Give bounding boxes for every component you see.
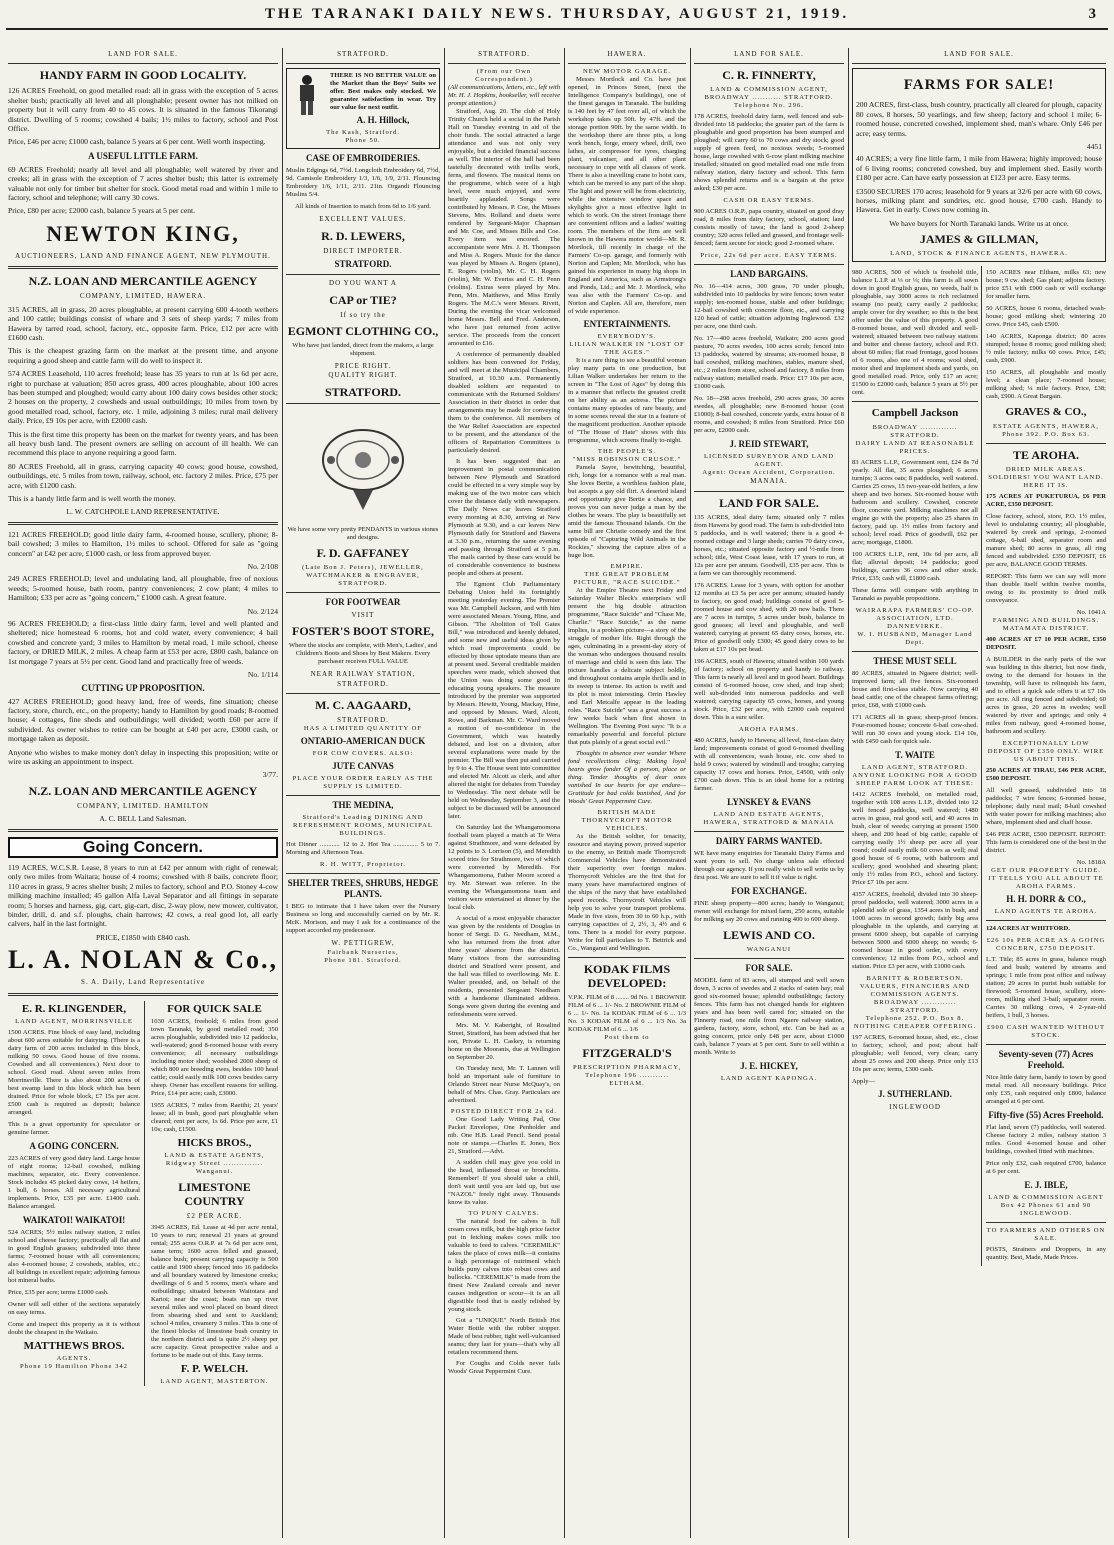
listing: 196 ACRES, south of Hawera; situated within 100 yards of factory; school on property and handy to railway. This farm is nearly all level and in good heart. Buildings consist of 6-roomed house, cow shed, and trap shed; well sub-divided into numerous paddocks and well watered; carrying capacity 65 cows, horses, and young stock. Price, £32 per acre, with £2000 cash required down. This is a sure seller.	[694, 657, 844, 721]
agent-phone: Phone 50.	[345, 137, 381, 145]
ad-title: A GOING CONCERN.	[29, 1140, 119, 1151]
news-paragraph: A conference of permanently disabled soldiers has been convened for Friday, and will meet at the Municipal Chambers, Stratford, at 10.30 a.m. Permanently disabled soldiers are requested to communicate with the Returned Soldiers' Association in their district in order that arrangements may be made for conveying them to the conference. All members of the War Relief Association are expected to be present, and the attendance of the officers of Repatriation Committees is particularly desired.	[448, 351, 560, 455]
ad-title: TO FARMERS AND OTHERS ON SALE.	[986, 1227, 1106, 1243]
news-paragraph: On Tuesday next, Mr. T. Lannen will hold an important sale of furniture in Orlando Street near Nurse McQuay's, on behalf of Mrs. Chas. Gray. Particulars are advertised.	[448, 1065, 560, 1105]
listing: 171 ACRES all in grass; sheep-proof fences. Four-roomed house; concrete 6-bail cow-shed. Will run 30 cows and young stock. £14 10s, with £450 cash for quick sale.	[852, 714, 978, 746]
ad-title: FOR QUICK SALE	[167, 1002, 262, 1015]
news-paragraph: Got a "UNIQUE" North British Hot Water Bottle with the rubber stopper. Made of best rubber, tight well-vulcanised seams; they last for years—that's why all retailers recommend them.	[448, 1317, 560, 1357]
agent-name: LEWIS AND CO.	[723, 927, 815, 942]
agent-name: Campbell Jackson	[871, 407, 959, 420]
column-land-sale-2	[694, 48, 844, 1538]
listing-title: 400 ACRES AT £7 10 PER ACRE, £350 DEPOSIT.	[986, 636, 1106, 652]
listing-note: We have buyers for North Taranaki lands. Write us at once.	[889, 218, 1069, 228]
agent-address: BROADWAY ........... STRATFORD.	[704, 94, 834, 102]
agent-subtitle: Stratford's Leading DINING AND REFRESHMENT ROOMS, MUNICIPAL BUILDINGS.	[293, 814, 433, 838]
ad-text: DO YOU WANT A	[329, 279, 397, 288]
listing: 524 ACRES; 5½ miles railway station, 2 miles school and cheese factory; practically all flat and in good English grasses; subdivided into three farms; 7-roomed house with all conveniences; also 4-roomed house; 2 cowsheds, stables, etc.; all buildings in excellent repair; adjoining famous hot mineral baths.	[8, 1228, 140, 1284]
agent-subtitle: AUCTIONEERS, LAND AND FINANCE AGENT, NEW PLYMOUTH.	[15, 251, 271, 260]
ad-text: VISIT	[351, 610, 375, 619]
column-stratford-news	[448, 48, 560, 1538]
listing-price: Price, £46 per acre; £1000 cash, balance 5 years at 6 per cent. Well worth inspecting.	[8, 137, 266, 147]
agent-name: LYNSKEY & EVANS	[727, 796, 811, 807]
agent-phone: Telephone No. 296.	[734, 102, 804, 110]
news-paragraph: It is a rare thing to see a beautiful woman play many parts in one production, but Lilian Walker undertakes her return to the screen in "The Lost of Ages" by doing this in a manner that reflects the greatest credit on her ability as an actress. The picture contains many episodes of rare beauty, and in some scenes reveal the star in a feature of the magnificent production. Another episode of "The House of Hate" shows with this programme, which screens finally to-night.	[568, 357, 686, 445]
agency-title: N.Z. LOAN AND MERCANTILE AGENCY	[28, 274, 258, 289]
representative: A. C. BELL Land Salesman.	[99, 814, 187, 824]
right-subcolumn	[986, 266, 1106, 1266]
listing: 427 ACRES FREEHOLD; good heavy land, free of weeds, fine situation; cheese factory, store, church, etc., on the property; handy to Hamilton by good roads; 8-roomed house; 4 cottages, fine sheds and outbuildings; well divided; worth £60 per acre if subdivided. As owner wishes to retire can be bought at £40 per acre, £3000 cash, or mortgage taken as deposit.	[8, 696, 278, 744]
listing: 176 ACRES. Lease for 3 years, with option for another 12 months at £3 5s per acre per annum; situated handy to factory, on good road; buildings consist of good 5-roomed house and cow shed, with 20 new bails. There are 7 acres in turnips, 5 acres under bush, balance in good grasses; all level and ploughable, and well watered; carrying at present 65 dairy cows, horses, etc. Price of goodwill only £300; 45 good dairy cows to be taken at £17 10s per head.	[694, 581, 844, 653]
listing: 135 ACRES, ideal dairy farm; situated only 7 miles from Hawera by good road. The farm is sub-divided into 5 paddocks, and is well watered; there is a good 4-roomed cottage and 3 large sheds; carries 70 dairy cows, horses, etc.; situated opposite factory and ½-mile from school; title, West Coast lease, with 17 years to run, at 12s per acre per annum. Goodwill, £35 per acre. This is a farm we can thoroughly recommend.	[694, 513, 844, 577]
agent-phone: Box 42 Phones 61 and 90 INGLEWOOD.	[1000, 1202, 1092, 1218]
agent-subtitle: S. A. Daily, Land Representative	[81, 978, 205, 987]
page-number: 3	[1088, 6, 1096, 22]
ad-title: DAIRY LAND AT REASONABLE PRICES.	[855, 440, 975, 456]
agent-name: W. PETTIGREW,	[331, 939, 395, 948]
agent-subtitle: LAND AGENT, MORRINSVILLE	[15, 1017, 133, 1025]
listing: £3500 SECURES 170 acres; leasehold for 9 years at 32/6 per acre with 60 cows, horses, milking plant and sundries, etc. good house, £700 cash. Handy to Hawera. Get in early. Cows now coming in.	[856, 186, 1102, 215]
listing: 223 ACRES of very good dairy land. Large house of eight rooms; 12-bail cowshed, milking machines, separator, etc. Every convenience. Stock includes 45 picked dairy cows, 14 heifers, 1 bull, 6 horses. All necessary agricultural implements. Price, £35 per acre. £1400 cash. Balance arranged.	[8, 1154, 140, 1210]
agent-name: H. H. DORR & CO.,	[1006, 894, 1086, 905]
ad-text: Who have just landed, direct from the makers, a large shipment.	[292, 342, 434, 358]
agent-phone: Phone 181. Stratford.	[324, 956, 402, 964]
news-title: THE PEOPLE'S.	[597, 448, 657, 456]
agent-subtitle: LAND, STOCK & FINANCE AGENTS, HAWERA.	[890, 250, 1068, 258]
ad-title: LAND BARGAINS.	[730, 269, 808, 280]
agent-name: M. C. AAGAARD,	[315, 698, 411, 713]
news-title: "MISS ROBINSON CRUSOE."	[572, 456, 682, 464]
agent-name: BARNITT & ROBERTSON.	[866, 975, 964, 983]
ad-title: CAP or TIE?	[329, 292, 397, 307]
agent-name: HICKS BROS.,	[177, 1136, 252, 1149]
agent-name: R. D. LEWERS,	[321, 228, 405, 243]
agency-subtitle: COMPANY, LIMITED. HAMILTON	[77, 801, 209, 810]
agent-subtitle: Agent: Ocean Accident, Corporation.	[702, 469, 836, 477]
ad-text: THERE IS NO BETTER VALUE on the Market than the Boys' Suits we offer. Best makes only stocked. We guarantee satisfaction in wear. Try our value for next outfit.	[330, 72, 436, 112]
listing-number: No. 2/124	[247, 606, 278, 616]
listing: 121 ACRES FREEHOLD; good little dairy farm, 4-roomed house, scullery, phone; 8-bail cowshed; 3 miles to Hamilton, 1½ miles to school. Offered for sale as "going concern" at £42 per acre, £1000 cash, or less from approved buyer.	[8, 529, 278, 558]
agent-name: T. WAITE	[895, 750, 935, 761]
news-paragraph: As the British soldier, for tenacity, resource and staying power, proved superior to the enemy, so British made Thornycroft Commercial Vehicles have demonstrated their superiority over foreign makes. Thornycroft Vehicles are the first that for many years have manufactured engines of the ships of the navy that have established speed records. Thornycroft Vehicles will help you to solve your transport problems. Made in five sizes, from 30 to 60 h.p., with carrying capacities of 2, 2½, 3, 4½ and 6 tons. There is a model for every purpose. Write for full particulars to T. Bettrick and Co., Wanganui and Wellington.	[568, 833, 686, 953]
ad-text: EXCELLENT VALUES.	[319, 215, 407, 224]
news-paragraph: Stratford, Aug. 20. The club of Holy Trinity Church held a social in the Parish Hall on Tuesday evening in aid of the choir funds. The social attracted a large attendance and was not only very enjoyable, but a decided financial success as well. The interior of the hall had been tastefully decorated with trellis work, ferns, and flowers. The musical items on the programme, which were of a high level, were much enjoyed, and were heartily applauded. Songs were contributed by Messrs. P. Coe, the Misses Stevens, Mrs. Rolland and duets were rendered by Sergeant-Major Chapman and Mr. Coe, and Misses Bills and Coe. Every item was encored. The accompaniste were Mrs. J. H. Thompson and Miss A. Rogers. Music for the dance was played by Misses A. Rogers (piano), E. Rogers (violin), Mr. C. H. Rogers (violin), Mr. W. Everiss and C. H. Penn (violins). Extras were played by Mrs. Penn, Mrs. Matthews, and Miss Emily Rogers. The M.C.'s were Messrs. Rivett, During the evening the vicar welcomed home Messrs. Bell and Fred. Anderson, who have just returned from active service. The proceeds from the concert amounted to £16.	[448, 108, 560, 348]
listing: 69 ACRES Freehold; nearly all level and all ploughable; well watered by river and creeks; all in grass with the exception of 7 acres shelter bush; this latter is extremely valuable not only for timber but shelter for stock. Good metal road and within 1 mile to factory, school and telephone; will carry 30 cows.	[8, 164, 278, 203]
news-paragraph: Pamela Sayre, bewitching, beautiful, rich, longs for a romance with a real man. She loves Bertie, a worthless fashion plate, but accepts a gay old flirt. A deserted island and opportunity give Bertie a chance, and proves you can never judge a man by the clothes he wears. The play is beautifully set amid the famous Thousand Islands. On the same bill are Christie comedy and the first episode of "Capturing Wild Animals in the Rockies," showing the capture alive of a huge lion.	[568, 464, 686, 560]
ad-title: LIMESTONE COUNTRY	[178, 1179, 251, 1208]
going-concern-banner: Going Concern.	[8, 837, 278, 858]
agent-phone: Telephone 252. P.O. Box 8.	[865, 1015, 965, 1023]
news-paragraph: A social of a most enjoyable character was given by the residents of Douglas in honor of Sergt. D. G. Needham, M.M., who has returned from the front after three years' absence from the district. Many visitors from the surrounding district and Stratford were present, and the hall was filled to overflowing. Mr. E. Walter presided, and, on behalf of the residents, presented Sergeant Needham with a handsome illuminated address. Songs were given during the evening and refreshments were served.	[448, 915, 560, 1019]
column-land-sale-3	[852, 48, 1106, 1538]
listing: 480 ACRES, handy to Hawera; all level, first-class dairy land; improvements consist of good 6-roomed dwelling with all conveniences, wash house, etc. cow shed to hold 9 cows; watered by windmill and troughs; carrying capacity 17 cows and horses. Price, £4500, with only £700 cash down. This is an ideal home for a retiring farmer.	[694, 736, 844, 792]
listing: 1412 ACRES freehold, on metalled road, together with 108 acres L.I.P., divided into 12 well fenced paddocks, well watered; 1480 acres in grass, real good soil, and 40 acres in bush, clear of weeds; carrying at present 1500 sheep, and 200 head of big cattle; capable of carrying easily 1½ sheep per acre all year round; could easily milk 60 cows as well; real good house of 6 rooms, with bathroom and scullery; good woolshed and shearing plant; only 1½ miles from P.O., school and factory. Price £7 10s per acre.	[852, 791, 978, 887]
news-title: NEW MOTOR GARAGE.	[582, 68, 671, 76]
agent-name: EGMONT CLOTHING CO.,	[287, 324, 439, 339]
agent-phone: Phone 19 Hamilton Phone 342	[20, 1362, 128, 1370]
listing-number: 4451	[1086, 142, 1102, 152]
listing: 80 ACRES Freehold, all in grass, carrying capacity 40 cows; good house, cowshed, outbuildings, etc. 5 miles from town, railway, school, etc. factory 2 miles. Price, £75 per acre, with £1200 cash.	[8, 461, 278, 490]
listing-price: Price, 22s 6d per acre. EASY TERMS.	[700, 252, 838, 260]
agent-subtitle: LAND AGENT KAPONGA.	[720, 1074, 818, 1082]
news-paragraph: Messrs Mortlock and Co. have just opened, in Princes Street, (next the Intelligence Company's buildings), one of the finest garages in Taranaki. The building is 140 feet by 47 feet over all, of which the workshop takes up 50ft. by 47ft. and the storage portion 90ft. by the same width. In the workshop there are three pits, a long work bench, forge, emery wheel, drill, two lathes, air compressor for tyres, charging plant, vulcaniser, and all other plant necessary to cope with all classes of work. There is also a travelling crane to hoist cars, which can be moved to any part of the shop. The light and power will be from electricity, while the extensive window space and skylights give a most effective light in which to work. On the street frontage there are convenient offices and a ladies' waiting room. The members of the firm are well known in the Hawera motor world—Mr. R. Mortlock, till recently in charge of the Farmers' Co-op. garage, and formerly with Norton and Caplen; Mr. Mortlock, who has gained his experience in many big shops in England and America, such as Armstrong's and Ponds, Ltd.; and Mr. J. Mortlock, who was also with the Farmers' Co-op. and Norton and Caplen. All are, therefore, men of wide experience.	[568, 76, 686, 316]
ad-text: POSTS, Strainers and Droppers, in any quantity. Best, Made, Made Prices.	[986, 1246, 1106, 1262]
ad-title: CASH OR EASY TERMS.	[723, 197, 815, 205]
news-paragraph: The natural food for calves is full cream cows milk, but the high price factor put in fetching makes cows milk too valuable to feed to calves. "CEREMILK" takes the place of cows milk—it contains a high percentage of nutrimenl which builds puny calves into robust cows and bullocks. "CEREMILK" is made from the finest New Zealand cereals and never causes indigestion or scour—it is an all digestible food that is easily relished by young stock.	[448, 1218, 560, 1314]
ad-title: CUTTING UP PROPOSITION.	[81, 682, 205, 693]
column-header: LAND FOR SALE.	[944, 50, 1014, 58]
ad-title: FARMS FOR SALE!	[903, 77, 1055, 94]
listing: No. 17—400 acres freehold, Waikato; 200 acres good pasture, 70 acres swedes, 100 acres scrub; fenced into 13 paddocks, watered by streams; six-roomed house, 8 bail cowshed, milking machines, stables, manure shed, etc.; 2 miles from store, school and factory, 8 miles from railway station; metalled roads. Price: £17 10s per acre, £1000 cash.	[694, 335, 844, 391]
news-paragraph: On Saturday last the Whangamomona football team played a match at Te Wera against Strathmore, and were defeated by 12 points to 3. Lorrison (5), and Meredith scored tries for Strathmore, two of which were converted by Meredith. For Whangamomona, Father Moore scored a try. Mr. Stewart was referee. In the evening the Whangamomona team and visitors were entertained at dinner by the local club.	[448, 824, 560, 912]
news-title: BRITISH MADE THORNYCROFT MOTOR VEHICLES.	[581, 809, 673, 833]
agent-subtitle: The Kash, Stratford.	[326, 129, 400, 137]
listing: 574 ACRES Leasehold, 110 acres freehold; lease has 35 years to run at 1s 6d per acre, right to purchase at valuation; 850 acres grass, 400 acres ploughable, about 100 acres has been stumped and ploughed; would carry about 100 dairy cows besides other stock; 2 houses on the property, 2 cowsheds and usual outbuildings; 10 miles from town by good metalled road, school, factory, etc. 1 mile, adjoining 3 miles; rural mail delivery daily. Price, £9 10s per acre, with £2000 cash.	[8, 369, 278, 426]
news-paragraph: For Coughs and Colds never fails Woods' Great Peppermint Cure.	[448, 1360, 560, 1376]
agent-subtitle: W. I. HUSBAND, Manager Land Dept.	[857, 631, 973, 647]
ad-title: GET OUR PROPERTY GUIDE. IT TELLS YOU ALL ABOUT TE AROHA FARMS.	[988, 867, 1104, 891]
ad-text: PLACE YOUR ORDER EARLY AS THE SUPPLY IS LIMITED.	[292, 775, 434, 791]
listing: 178 ACRES, freehold dairy farm, well fenced and sub-divided into 18 paddocks; the greater part of the farm is ploughable and good proportion has been stumped and ploughed; will carry 60 to 70 cows and dry stock; good supply of green feed, no noxious weeds; 5-roomed house, large cowshed with 6-cow plant milking machine installed; situated on good metalled road one mile from railway station, dairy factory and school. This farm shows splendid returns and is a bargain at the price asked; £30 per acre.	[694, 113, 844, 193]
ad-title: ANYONE LOOKING FOR A GOOD SHEEP FARM LOOK AT THESE:	[852, 772, 978, 788]
ad-text: QUALITY RIGHT.	[328, 371, 398, 380]
column-header: LAND FOR SALE.	[734, 50, 804, 58]
ad-title: FARMING AND BUILDINGS. MATAMATA DISTRICT.	[992, 617, 1100, 633]
listing: 126 ACRES Freehold, on good metalled road: all in grass with the exception of 5 acres shelter bush; practically all level and all ploughable; present owner has not milked on property but it will carry from 40 to 45 cows. It is situated in the famous Tikorangi district. Dwelling of 5 rooms; cowshed 4 bails; 1½ miles to factory, school and Post Office.	[8, 86, 278, 134]
agent-name: E. R. KLINGENDER,	[21, 1002, 127, 1015]
ad-title: TO PUNY CALVES.	[468, 1210, 540, 1218]
representative: L. W. CATCHPOLE LAND REPRESENTATIVE.	[66, 507, 220, 517]
agent-subtitle: AGENTS.	[56, 1354, 92, 1362]
pendant-illustration-icon	[303, 410, 423, 520]
listing: L.T. Title; 85 acres in grass, balance rough feed and bush; watered by streams and springs; 1 mile from post office and railway station; 29 acres in purist bush suitable for firewood; 5-roomed house, scullery, store-room, milking shed 3-bail; separator room. Carries 30 milking cows, 4 2-year-old heifers, 1 bull, 3 horses.	[986, 956, 1106, 1020]
listing: 197 ACRES, 6-roomed house, shed, etc., close to factory, school, and post; about half ploughable; well fenced, very clean; carry about 25 cows and 200 sheep. Price only £13 10s per acre; terms, £300 cash.	[852, 1034, 978, 1074]
listing: 315 ACRES, all in grass, 20 acres ploughable, at present carrying 600 4-tooth wethers and 100 cattle; buildings consist of whare and 3 sets of sheep yards; 7 miles from Hawera by tarred road, school, factory, etc., opposite farm. Price, £12 per acre with £1600 cash.	[8, 304, 278, 342]
news-title: THE GREAT PROBLEM PICTURE, "RACE SUICIDE."	[573, 571, 681, 587]
agent-subtitle: LAND AGENT, STRATFORD.	[861, 764, 969, 772]
agent-name: J. SUTHERLAND.	[878, 1089, 952, 1100]
column-land-sale-1	[8, 48, 278, 1538]
listing: 150 ACRES, all ploughable and mostly level; a clean place; 7-roomed house; milking shed; ¼ mile factory. Price, £38; cash, £900. A Great Bargain.	[986, 369, 1106, 401]
ad-text: We have some very pretty PENDANTS in various stones and designs.	[287, 525, 439, 541]
ad-title: SOLDIERS! YOU WANT LAND. HERE IT IS.	[988, 474, 1104, 490]
agent-name: JAMES & GILLMAN,	[919, 232, 1039, 247]
listing-note: This is a handy little farm and is well worth the money.	[8, 494, 176, 503]
ad-text: HAS A LIMITED QUANTITY OF	[303, 725, 423, 733]
newspaper-title: THE TARANAKI DAILY NEWS. THURSDAY, AUGUST 21, 1919.	[264, 6, 850, 22]
agent-address: Ridgway Street ............... Wanganui.	[165, 1159, 264, 1175]
listing-price: PRICE, £1850 with £840 cash.	[95, 932, 191, 942]
ad-title: POSTED DIRECT FOR 2s 6d.	[450, 1108, 558, 1116]
listing-title: 175 ACRES AT PUKETURUA, £6 PER ACRE, £350 DEPOSIT.	[986, 493, 1106, 509]
agent-address: NEAR RAILWAY STATION, STRATFORD.	[310, 670, 416, 688]
agent-subtitle: VALUERS, FINANCIERS AND COMMISSION AGENTS.	[859, 983, 971, 999]
listing-title: 124 ACRES AT WHITFORD.	[986, 925, 1070, 933]
listing: 1500 ACRES. Fine block of easy land, including about 600 acres suitable for dairying. (There is a dairy farm of 200 acres included in this block, milking 50 cows. Good house of five rooms. Cowshed and all conveniences.) Next door to school. Good road. About seven miles from Morrinsville. There is also about 200 acres of best swamp land in this block which has been drained. Price for whole block, £7 15s per acre. £500 cash is required as deposit; balance arranged.	[8, 1028, 140, 1116]
agent-name: C. R. FINNERTY,	[722, 68, 816, 83]
agent-subtitle: LAND & COMMISSION AGENT	[988, 1194, 1104, 1202]
agent-address: BROADWAY ............. STRATFORD.	[873, 999, 957, 1015]
listing: 1955 ACRES, 7 miles from Raetihi; 21 years' lease; all in bush, good part ploughable when cleared; rent per acre, 1s 6d. Price per acre, £1 10s; cash, £1500.	[151, 1101, 278, 1133]
agent-town: STRATFORD.	[334, 259, 392, 270]
listing-title: 250 ACRES AT TIRAU, £46 PER ACRE, £500 DEPOSIT.	[986, 767, 1106, 783]
listing: 3945 ACRES, Ed. Lease at 4d per acre rental, 10 years to run; renewal 21 years at ground rental; 255 acres O.R.P. at 7s 6d per acre rent, same term; 1600 acres felled and grassed, balance bush; present carrying capacity is 500 cattle and 1900 sheep; fenced into 16 paddocks and all boundary watered by limestone creeks; dwellings of 6 and 5 rooms, men's whare and outbuildings; situated between Waitotara and Karioi; near the coast; boats run up river several miles and wool placed on board direct from shearing shed and sent to Auckland; school 4 miles, creamery 3 miles. This is one of the finest blocks of limestone bush country in the northern district and is quite 2½ sheep per acre capacity. Great prospective value and a fortune to be made out of this. Easy terms.	[151, 1224, 278, 1360]
ad-title: AROHA FARMS.	[738, 725, 800, 733]
ad-text: I BEG to intimate that I have taken over the Nursery Business so long and successfully carried on by Mr. R. McK. Morison, and may I ask for a continuance of the support accorded my predecessor.	[286, 903, 440, 935]
listing-number: 3/77.	[262, 770, 278, 780]
column-header: STRATFORD.	[478, 50, 530, 58]
agent-subtitle: (Late Bon J. Peters), JEWELLER, WATCHMAKER & ENGRAVER, STRATFORD.	[302, 563, 424, 587]
ad-text: Where the stocks are complete, with Men's, Ladies', and Children's Boots and Shoes by Best Makers. Every purchaser receives FULL VALUE	[288, 642, 438, 666]
news-paragraph: Mrs. M. V. Kaberight, of Rosalind Street, Stratford, has been advised that her son, Private L. H. Caskey, is returning home on the Mooranis, due at Wellington on September 20.	[448, 1022, 560, 1062]
agent-subtitle: STRATFORD.	[337, 716, 389, 725]
quick-sale-ad	[151, 1001, 278, 1386]
news-paragraph: At the Empire Theatre next Friday and Saturday Walter Bleck's enterprises will present the big double attraction programme, "Race Suicide" and "Chase Me, Charlie." "Race Suicide," as the name implies, is a problem picture—a story of the struggle of mother life. Right through the ages, culminating in a present-day story of the woman who undergoes thousand results of marriage and child is seen this late. The picture handles a delicate subject boldly, and throughout contains ample thrills and in its sweep is intense. Its action is swift and its plot is most interesting. Orrin Hawley and Earl Metcalfe appear in the leading roles. "Race Suicide" was a great success a few weeks back when first shown in Wellington. The Evening Post says: "It is a remarkably powerful and forceful picture that puts plainly of a great social evil."	[568, 587, 686, 747]
ad-title: FOR EXCHANGE.	[731, 885, 807, 896]
agent-address: BROADWAY .............. STRATFORD.	[872, 424, 958, 440]
agent-subtitle: LAND AGENT, MASTERTON.	[160, 1378, 269, 1386]
agent-name: FITZGERALD'S	[582, 1046, 672, 1061]
agent-town: MANAIA.	[750, 477, 788, 486]
ad-title: SHELTER TREES, SHRUBS, HEDGE PLANTS.	[287, 878, 439, 900]
ad-text: Muslin Edgings 6d, 7½d. Longcloth Embroidery 6d, 7½d, 9d. Camisole Embroidery 1/3, 1/6, 1/9, 2/11. Flouncing Embroidery 1/6, 1/11, 2/11. 21in. Organdi Flouncing Muslins 5/4.	[286, 167, 440, 199]
listing: Close factory, school, store, P.O. 1½ miles, level to undulating country; all ploughable, watered by creek and springs, 2-roomed cottage, 6-bail shed, separator room and manure shed; 80 acres in grass, all ring fenced and subdivided. £350 DEPOSIT, £6 per acre, BALANCE GOOD TERMS.	[986, 513, 1106, 569]
ad-text: If so try the	[340, 310, 386, 319]
poem: Thoughts in absence ever wander Where fond recollections cling; Making loyal hearts grow fonder Of a person, place or thing. Tender thoughts of dear ones vanished In our hearts for aye endure— Gratitude for bad colds banished, And for Woods' Great Peppermint Cure.	[568, 750, 686, 806]
ad-title: LAND FOR SALE.	[719, 495, 819, 510]
listing-note: REPORT: This farm we can say will more than double itself within twelve months, owing to its proximity to dried milk conveyance.	[986, 573, 1106, 605]
news-title: LILIAN WALKER IN "LOST OF THE AGES."	[569, 341, 685, 357]
listing-number: No. 2/108	[247, 562, 278, 572]
listing-note: This is the first time this property has been on the market for twenty years, and has been all heavy bush land. The present owners are selling on account of ill health. We can recommend this place to anyone requiring a good farm.	[8, 429, 278, 458]
boy-figure-icon	[290, 74, 324, 118]
listing: 119 ACRES, W.C.S.R. Lease, 8 years to run at £42 per annum with right of renewal; only two miles from Waitara; house of 4 rooms; cowshed with 8 bails, concrete floor; 110 acres in grass, 9 acres shelter bush; 2 miles to factory, school and P.O. Stoney 4-cow milking machine installed; 45 gallon Alfa Laval Separator and all fittings in separate room; 5 horses and harness, gig, cart, gig-cart, disc, 2-way plow, new mower, cultivator, binder, drill, d. and s.f. ploughs, chain harrows; 42 cows, a real good lot, all early calvers, half in the last fortnight.	[8, 862, 278, 929]
listing-note: £46 PER ACRE, £500 DEPOSIT. REPORT: This farm is considered one of the best in the district.	[986, 831, 1106, 855]
column-header: LAND FOR SALE.	[108, 50, 178, 58]
listing-price: Price only £32, cash required £700, balance at 6 per cent.	[986, 1160, 1106, 1176]
agent-subtitle: PRESCRIPTION PHARMACY,	[573, 1064, 681, 1072]
ad-text: Apply—	[852, 1078, 876, 1086]
column-stratford-ads	[286, 48, 440, 1538]
agent-name: A. H. Hillock,	[356, 115, 410, 126]
proprietor: R. H. WITT, Proprietor.	[320, 861, 406, 869]
ad-title: NOTHING CHEAPER OFFERING.	[853, 1023, 977, 1031]
listing-number: No. 1041A	[1076, 609, 1106, 617]
listing-price: £26 10s PER ACRE AS A GOING CONCERN, £750 DEPOSIT.	[986, 937, 1106, 953]
listing: No. 18—298 acres freehold, 290 acres grass, 30 acres swedes, all ploughable; new 8-roomed house (cost £1000); 8-bail cowshed, concrete yards, extra house of 8 rooms, and cowshed; 8 miles from Stratford. Price £60 per acre, £2000 cash.	[694, 395, 844, 435]
ad-title: KODAK FILMS DEVELOPED:	[583, 962, 671, 991]
listing: 96 ACRES FREEHOLD; a first-class little dairy farm, level and well planted and sheltered; nice homestead 6 rooms, hot and cold water, every convenience; 4 bail cowshed and concrete yard; 3 miles to Hamilton by metal road, 1 mile school, cheese factory, or DRIED MILK, 2 miles. A cheap farm at £53 per acre, £800 cash, balance on 1st mortgage 7 years at 5½ per cent. Good land and practically free of weeds.	[8, 619, 278, 666]
listing: No. 16—414 acres, 300 grass, 70 under plough, subdivided into 10 paddocks by wire fences; town water supply; ten-roomed house, stable and other buildings; 12-bail cowshed with concrete floor, etc., and carrying 120 head of cattle; situation adjoining Inglewood. £32 per acre, one third cash.	[694, 283, 844, 331]
listing: 249 ACRES FREEHOLD; level and undulating land, all ploughable, free of noxious weeds; 5-roomed house, bath room, pantry conveniences; 2 cow plant; 4 miles to Hamilton; £33 per acre as "going concern," £1000 cash. A great feature.	[8, 574, 278, 603]
agent-name: THE MEDINA,	[332, 800, 394, 811]
agent-name: J. REID STEWART,	[729, 439, 809, 450]
ad-text: FOR COW COVERS. ALSO:	[312, 750, 414, 758]
agency-subtitle: COMPANY, LIMITED, HAWERA.	[79, 292, 207, 301]
agent-town: STRATFORD.	[324, 384, 402, 399]
listing-number: No. 1818A	[1076, 859, 1106, 867]
news-title: EVERYBODY'S.	[597, 333, 657, 341]
listing: 4357 ACRES, freehold, divided into 30 sheep-proof paddocks, well watered; 3000 acres in a splendid sole of grass, 1354 acres in bush, and 1000 acres in second growth; fairly big area ploughable in the uplands, and carrying at present 6000 sheep, but capable of carrying between 5000 and 6000 sheep; no weeds; 6-roomed house in good order, with every convenience; 12 miles from P.O., school and station. Price £3 per acre, with £1000 cash.	[852, 891, 978, 971]
column-header: HAWERA.	[607, 50, 647, 58]
ad-text: All kinds of Insertion to match from 6d to 1/6 yard.	[295, 203, 431, 211]
agent-name: NEWTON KING,	[46, 220, 240, 246]
ad-title: WAIKATOI! WAIKATOI!	[22, 1214, 126, 1225]
listing: Flat land, seven (7) paddocks, well watered. Cheese factory 2 miles, railway station 3 miles. Good 4-roomed house and other buildings, cowshed fitted with machines.	[986, 1124, 1106, 1156]
agent-phone: Phone 392. P.O. Box 63.	[1002, 431, 1090, 439]
listing: 200 ACRES, first-class, bush country, practically all cleared for plough, capacity 80 cows, 8 horses, 50 yearlings, and few sheep; factory and school 1 mile; 6-roomed house, concreted cowshed, implement shed, man's whare. Only £46 per acre; easy terms.	[856, 100, 1102, 138]
ad-text: WE have many enquiries for Taranaki Dairy Farms and want yours to sell. No charge unless sale effected through our agency. If you really wish to sell write us by first post. We are sure to sell it if value is right.	[694, 849, 844, 881]
section-title: ENTERTAINMENTS.	[583, 319, 671, 330]
listing: 100 ACRES L.I.P., rent, 10s 6d per acre, all flat; alluvial deposit; 14 paddocks; good buildings, carries 36 cows and other stock. Price, £35; cash will, £1800 cash.	[852, 551, 978, 583]
listing: A BUILDER in the early parts of the war was building in this district, but now finds, owing to the demand for houses in the township, will have to relinquish his farm, and to effect a quick sale offers it at £7 10s per acre. All ring fenced and subdivided; 60 acres in grass, 20 acres in swedes; well watered by river and springs; and only 4 miles from railway, good 4-roomed house, bathroom and scullery.	[986, 656, 1106, 736]
ad-text: Post them to	[604, 1034, 650, 1042]
byline: (From our Own Correspondent.)	[475, 68, 533, 84]
agent-subtitle: LAND & ESTATE AGENTS,	[164, 1151, 265, 1159]
ad-title: FOR SALE.	[745, 962, 793, 973]
listing: 80 ACRES, situated in Ngaere district; well-improved farm; all five fences. Six-roomed house and first-class stable. Now carrying 40 head cattle; one of the cheapest farms offering; price, £68, with £1000 cash.	[852, 670, 978, 710]
ad-text: Hot Dinner ............ 12 to 2. Hot Tea ............... 5 to 7. Morning and Afternoon Teas.	[286, 841, 440, 857]
listing: All well grassed, subdivided into 18 paddocks; 7 wire fences; 6-roomed house, telephone; daily rural mail; 8-bail cowshed with water power for milking machines; also whare, implement shed and chaff house.	[986, 787, 1106, 827]
klingender-ad	[8, 1001, 145, 1386]
ad-title: FOR FOOTWEAR	[325, 596, 401, 607]
listing-note: This is the cheapest grazing farm on the market at the present time, and anyone requiring a good sheep and cattle farm will do well to inspect it.	[8, 346, 278, 365]
ad-title: Seventy-seven (77) Acres Freehold.	[998, 1049, 1094, 1071]
ad-title: CASE OF EMBROIDERIES.	[306, 153, 420, 164]
listing: 140 ACRES, Kaponga district; 80 acres stumped; house 8 rooms; good milking shed; ½ mile factory; milks 60 cows. Price, £45; cash, £900.	[986, 333, 1106, 365]
ad-title: TE AROHA.	[1012, 448, 1079, 463]
listing-number: No. 1/114	[247, 670, 278, 680]
agent-name: FOSTER'S BOOT STORE,	[292, 624, 434, 639]
column-hawera-news	[568, 48, 686, 1538]
listing: 900 ACRES O.R.P., papa country, situated on good dray road, 8 miles from dairy factory, school, station; land consists mostly of tawa; the land is good 2-sheep country; 320 acres felled and grassed, and frontage well-fenced; farm secure for stock; good 2-roomed whare.	[694, 208, 844, 248]
agent-phone: Telephone 196 ........... ELTHAM.	[585, 1072, 669, 1088]
agent-name: J. E. HICKEY,	[740, 1060, 798, 1071]
agency-title: N.Z. LOAN AND MERCANTILE AGENCY	[28, 783, 258, 798]
listing-note: EXCEPTIONALLY LOW DEPOSIT OF £350 ONLY. WIRE US ABOUT THIS.	[987, 740, 1105, 764]
ad-title: ONTARIO-AMERICAN DUCK	[300, 736, 426, 747]
news-paragraph: One Good Lady Writing Pad, One Packet Envelopes, One Penholder and nib. One H.B. Lead Pencil. Send postal note or stamps.—Charles E. Jones, Box 21, Stratford.—Advt.	[448, 1116, 560, 1156]
left-subcolumn	[852, 266, 982, 1266]
price-list: V.P.K. FILM of 8 ........ 9d No. 1 BROWNIE FILM of 6 ... 1/- No. 2 BROWNIE FILM of 6 ... 1/- No. 1a KODAK FILM of 6 ... 1/3 No. 3 KODAK FILM of 6 ... 1/3 No. 3a KODAK FILM of 6 ... 1/6	[568, 994, 686, 1034]
listing: 150 ACRES near Eltham, milks 63; new house; 9 cw. shed; Gas plant; adjoins factory. price £51 with £900 cash or will exchange for smaller farm.	[986, 269, 1106, 301]
ad-title: THESE MUST SELL	[873, 656, 957, 667]
ad-title: DAIRY FARMS WANTED.	[715, 835, 823, 846]
listing-note: Owner will sell either of the sections separately on easy terms.	[8, 1300, 140, 1316]
agent-name: MATTHEWS BROS.	[23, 1339, 125, 1352]
agent-name: F. P. WELCH.	[180, 1363, 249, 1376]
agent-subtitle: DIRECT IMPORTER.	[323, 246, 403, 255]
ad-title: HANDY FARM IN GOOD LOCALITY.	[39, 68, 247, 83]
listing: 980 ACRES, 500 of which is freehold title, balance L.I.P. at ⅓ or ⅓; this farm is all sown down in good English grass, no weeds, half is ploughable, say 3000 acres is rich reclaimed swamp (no peat); carry easily 2 paddocks; ample cover for dry weather; so this is the best offer under the value of this property. A good 8-roomed house, and well divided and well-watered; situated between two railway stations and butter and cheese factory, school and P.O. about 60 miles; flat road frontage, good houses of 6 rooms, also one of 4 rooms; wool shed, motor shed and implement sheds and yards, on good metalled road. Price, only £17 an acre; £1500 to £2000 cash, balance 5 years at 5½ per cent.	[852, 269, 978, 397]
agent-subtitle: LAND & COMMISSION AGENT,	[710, 86, 828, 94]
agent-town: WANGANUI	[746, 945, 792, 953]
ad-text: FINE sheep property—800 acres; handy to Wanganui; owner will exchange for mixed farm, 250 acres, suitable for milking say 20 cows and running 400 to 600 sheep.	[694, 899, 844, 923]
agent-subtitle: ESTATE AGENTS, HAWERA,	[993, 423, 1099, 431]
listing-note: Come and inspect this property as it is without doubt the cheapest in the Waikato.	[8, 1320, 140, 1336]
agent-name: F. D. GAFFANEY	[316, 545, 410, 560]
agent-town: INGLEWOOD	[889, 1103, 941, 1112]
listing: MODEL farm of 83 acres, all stumped and well sown down, 3 acres of swedes and 2 stacks of oaten hay; real good six-roomed house; splendid outbuildings; factory fences. This farm has not changed hands for eighteen years and has been well cared for; situated on the Finnerty road, one mile from Ngaere railway station, gardens, factory, store, school, etc. Can be had as a going concern, price only £48 per acre, about £1000 cash, balance 7 years at 5 per cent. Sure to sell within a month. Write to	[694, 976, 844, 1056]
listing: 50 ACRES, house 6 rooms, detached wash-house; good milking shed; wintering 20 cows. Price £45, cash £500.	[986, 305, 1106, 329]
listing: 40 ACRES; a very fine little farm, 1 mile from Hawera; highly improved; house of 6 living rooms; concreted cowshed, buy and implement shed. Easily worth £180 per acre. Can have early possession at £123 per acre. Easy terms.	[856, 154, 1102, 183]
masthead	[0, 0, 1114, 44]
ad-title: Fifty-five (55) Acres Freehold.	[988, 1110, 1104, 1121]
news-title: EMPIRE.	[610, 563, 644, 571]
ad-subtitle: £2 PER ACRE.	[186, 1211, 243, 1220]
agent-name: GRAVES & CO.,	[1005, 406, 1087, 419]
listing-note: These farms will compare with anything in Taranaki as payable propositions.	[852, 587, 978, 603]
note: (All communications, letters, etc., left with Mr. H. J. Hopkins, bookseller, will receive prompt attention.)	[448, 84, 560, 108]
listing: Nice little dairy farm, handy to town by good metal road. All necessary buildings. Price only £35, cash required only £800, balance arranged at 6 per cent.	[986, 1074, 1106, 1106]
ad-title: A USEFUL LITTLE FARM.	[88, 150, 198, 161]
listing-price: Price, £35 per acre; terms £1000 cash.	[8, 1288, 109, 1296]
agent-subtitle: LICENSED SURVEYOR AND LAND AGENT.	[703, 453, 835, 469]
agent-subtitle: Fairbank Nurseries,	[327, 948, 399, 956]
listing-price: Price, £80 per acre; £2000 cash, balance 5 years at 5 per cent.	[8, 206, 196, 216]
ad-title: JUTE CANVAS	[332, 761, 394, 772]
listing-note: £900 CASH WANTED WITHOUT STOCK.	[986, 1024, 1106, 1040]
news-paragraph: It has been suggested that an improvement in postal communication between New Plymouth and Stratford could be effected in a very simple way by making use of the two motor cars which cover the distance daily with newspapers. The Daily News car leaves Stratford every morning at 8.30, arriving at New Plymouth at 9.30, and a car leaves New Plymouth daily for Stratford and Hawera at 3.30 p.m., returning the same evening and passing through Stratford at 5 p.m. The mails carried by these cars would be of considerable convenience to business people and others at present.	[448, 458, 560, 578]
agent-subtitle: LAND AND ESTATE AGENTS, HAWERA, STRATFORD & MANAIA	[703, 810, 835, 826]
listing: 1030 ACRES, freehold; 6 miles from good town Taranaki, by good metalled road; 350 acres ploughable, subdivided into 12 paddocks, well-watered; good 8-roomed house with every convenience; all necessary outbuildings including motor shed; woolshed 2000 sheep of which 800 are breeding ewes, besides 100 head cattle; could easily milk 100 cows besides carry sheep. Owner has excellent reasons for selling. Price, £14 per acre; cash, £3000.	[151, 1017, 278, 1097]
column-header: STRATFORD.	[337, 50, 389, 58]
listing-note: Anyone who wishes to make money don't delay in inspecting this proposition; write or wire us asking an appointment to inspect.	[8, 747, 278, 766]
listing-note: This is a great opportunity for speculator or genuine farmer.	[8, 1120, 140, 1136]
ad-subtitle: DRIED MILK AREAS.	[1005, 466, 1087, 474]
agent-name: E. J. IBLE,	[1024, 1180, 1068, 1191]
listing: 83 ACRES L.I.P., Government rent, £24 8s 7d yearly. All flat, 35 acres ploughed; 6 acres turnips; 3 acres oats; 8 paddocks, well watered. Carries 25 cows, 15 two-year-old heifers, a few sheep and two horses. Six-roomed house with bathroom and scullery. Cowshed, concrete floor, concrete yard. Milking machines not all engine go with the property; also 25 shares in factory, paid up. 1½ miles from factory and school; level road. Price of goodwill, £62 per acre; mortgage, £1800.	[852, 459, 978, 547]
news-paragraph: The Egmont Club Parliamentary Debating Union held its fortnightly meeting yesterday evening. The Premier was Mr. Campbell Jackson, and with him were associated Messrs. Young, Hine, and Gibson. "The Abolition of Toll Gates Bill," was introduced and keenly debated, and some new and useful ideas given by which road improvements could be effected by those uptodate means than are at present used. Several creditable maiden speeches were made, which showed that the Union was doing some good in educating young speakers. The measure introduced by the premier was supported by Messrs. Hewitt, Young, Mackay, Hine, and opposed by Messrs. Ward, Alcott, Rowe, and Barkman. Mr. C. Ward moved a motion of no-confidence in the Government, which was heatedly debated, and lost on a division, after several explanations were made by the premier. The Bill was then put and carried by 9 to 4. The House went into committee and elected Mr. Alcott as clerk, and after altered the night for debates from Tuesday to Wednesday. The next debate will be held on Wednesday, September 3, and the subject to be discussed will be announced later.	[448, 581, 560, 821]
ad-text: PRICE RIGHT.	[334, 362, 392, 371]
agent-name: WAIRARAPA FARMERS' CO-OP. ASSOCIATION, LTD. DANNEVIRKE.	[855, 607, 975, 631]
agent-name: L. A. NOLAN & Co.,	[8, 945, 278, 975]
agent-subtitle: LAND AGENTS TE AROHA.	[994, 908, 1098, 916]
news-paragraph: A sudden chill may give you cold in the head, inflamed throat or bronchitis. Remember! If you should take a chill, don't wait until you are laid up, but use "NAZOL" freely right away. Thousands know its value.	[448, 1159, 560, 1207]
